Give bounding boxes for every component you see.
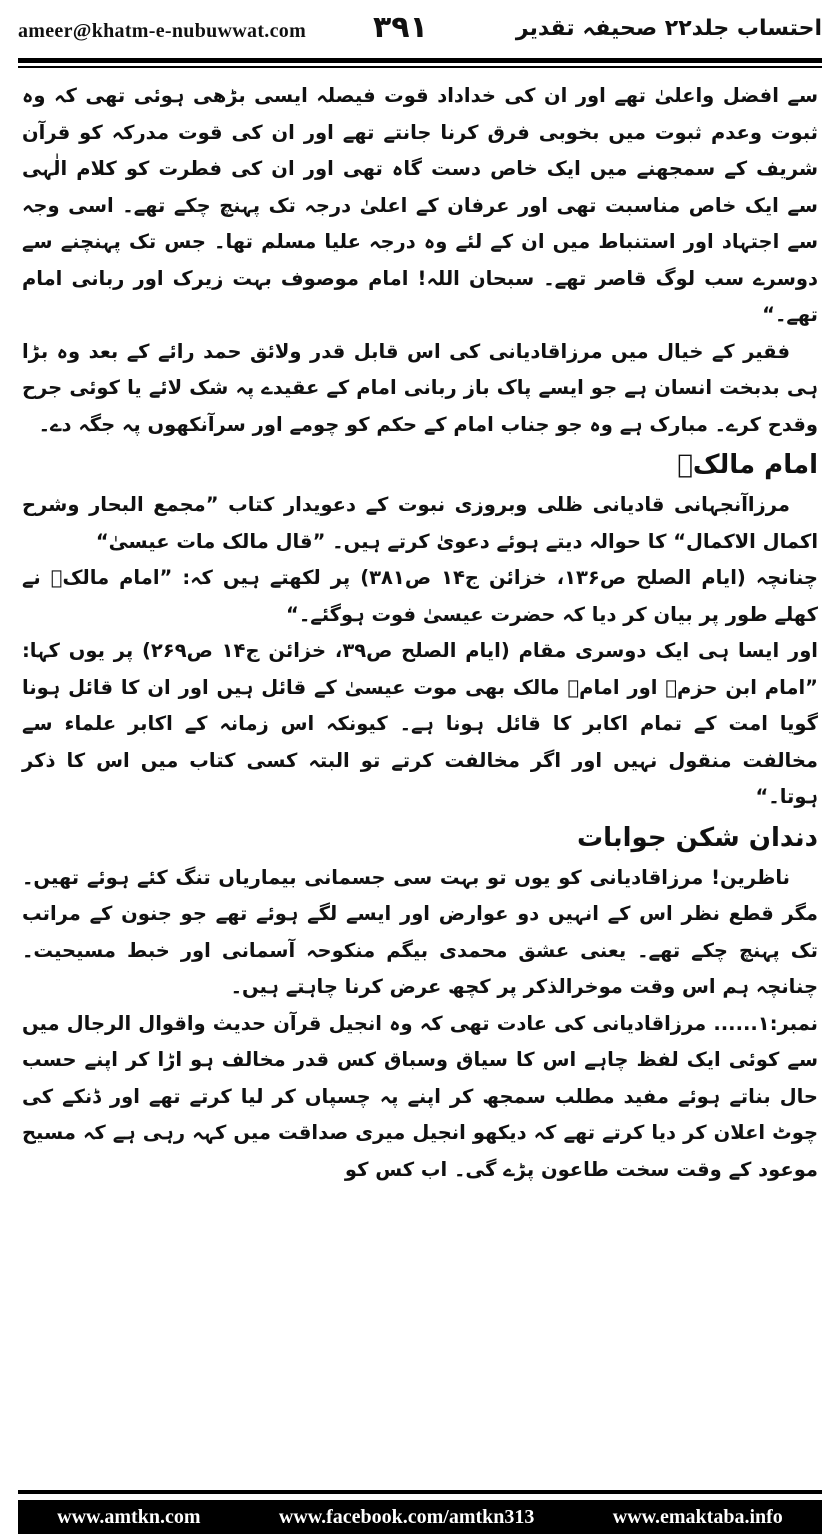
paragraph-4: چنانچہ (ایام الصلح ص۱۳۶، خزائن ج۱۴ ص۳۸۱) پر لکھتے ہیں کہ: ”امام مالکؒ نے کھلے طور پر بیان کر دیا کہ حضرت عیسیٰ فوت ہوگئے۔“ — [22, 566, 818, 626]
paragraph-6: ناظرین! مرزاقادیانی کو یوں تو بہت سی جسمانی بیماریاں تنگ کئے ہوئے تھیں۔ مگر قطع نظر اس کے انہیں دو عوارض اور ایسے لگے ہوئے تھے جو جنون کے مراتب تک پہنچ چکے تھے۔ یعنی عشق محمدی بیگم منکوحہ آسمانی اور خبط مسیحیت۔ چنانچہ ہم اس وقت موخرالذکر پر کچھ عرض کرنا چاہتے ہیں۔ — [22, 865, 818, 998]
page-number: ۳۹۱ — [373, 10, 428, 45]
page-footer — [18, 1500, 822, 1534]
footer-link-emaktaba[interactable]: www.emaktaba.info — [612, 1505, 783, 1528]
page-header — [18, 6, 822, 56]
paragraph-7: نمبر:۱...... مرزاقادیانی کی عادت تھی کہ وہ انجیل قرآن حدیث واقوال الرجال میں سے کوئی ایک لفظ چاہے اس کا سیاق وسباق کس قدر مخالف ہو اڑا کر اپنے حسب حال بناتے ہوئے مفید مطلب سمجھ کر اپنے پہ چسپاں کر لیا کرتے تھے اور ڈنکے کی چوٹ اعلان کر دیا کرتے تھے کہ دیکھو انجیل میری صداقت میں کہہ رہی ہے کہ مسیح موعود کے وقت سخت طاعون پڑے گی۔ اب کس کو — [22, 1011, 818, 1181]
section-heading-responses: دندان شکن جوابات — [576, 822, 818, 853]
header-email: ameer@khatm-e-nubuwwat.com — [18, 20, 307, 42]
paragraph-1: سے افضل واعلیٰ تھے اور ان کی خداداد قوت فیصلہ ایسی بڑھی ہوئی تھی کہ وہ ثبوت وعدم ثبوت میں بخوبی فرق کرنا جانتے تھے اور ان کی قوت مدرکہ کو قرآن شریف کے سمجھنے میں ایک خاص دست گاہ تھی اور ان کی فطرت کو کلام الٰہی سے ایک خاص مناسبت تھی اور عرفان کے اعلیٰ درجہ تک پہنچ چکے تھے۔ اسی وجہ سے اجتہاد اور استنباط میں ان کے لئے وہ درجہ علیا مسلم تھا۔ جس تک پہنچنے سے دوسرے سب لوگ قاصر تھے۔ سبحان اللہ! امام موصوف بہت زیرک اور ربانی امام تھے۔“ — [22, 84, 818, 326]
paragraph-3: مرزاآنجہانی قادیانی ظلی وبروزی نبوت کے دعویدار کتاب ”مجمع البحار وشرح اکمال الاکمال“ کا حوالہ دیتے ہوئے دعویٰ کرتے ہیں۔ ”قال مالک مات عیسیٰ“ — [22, 493, 818, 553]
footer-link-amtkn[interactable]: www.amtkn.com — [57, 1505, 201, 1528]
paragraph-5: اور ایسا ہی ایک دوسری مقام (ایام الصلح ص۳۹، خزائن ج۱۴ ص۲۶۹) پر یوں کہا: ”امام ابن حزمؒ اور امامؒ مالک بھی موت عیسیٰ کے قائل ہیں اور ان کا قائل ہونا گویا امت کے تمام اکابر کا قائل ہونا ہے۔ کیونکہ اس زمانہ کے اکابر علماء سے مخالفت منقول نہیں اور اگر مخالفت کرتے تو البتہ کسی کتاب میں اس کا ذکر ہوتا۔“ — [22, 639, 818, 808]
paragraph-2: فقیر کے خیال میں مرزاقادیانی کی اس قابل قدر ولائق حمد رائے کے بعد وہ بڑا ہی بدبخت انسان ہے جو ایسے پاک باز ربانی امام کے عقیدے پہ شک لائے یا کوئی جرح وقدح کرے۔ مبارک ہے وہ جو جناب امام کے حکم کو چومے اور سرآنکھوں پہ جگہ دے۔ — [22, 339, 818, 436]
book-title: احتساب جلد۲۲ صحیفہ تقدیر — [515, 16, 822, 41]
page-body — [22, 78, 818, 1188]
footer-link-facebook[interactable]: www.facebook.com/amtkn313 — [278, 1505, 535, 1528]
header-rule-thick — [18, 58, 822, 63]
header-rule-thin — [18, 66, 822, 68]
section-heading-imam-malik: امام مالکؒ — [677, 450, 818, 480]
footer-rule — [18, 1490, 822, 1494]
